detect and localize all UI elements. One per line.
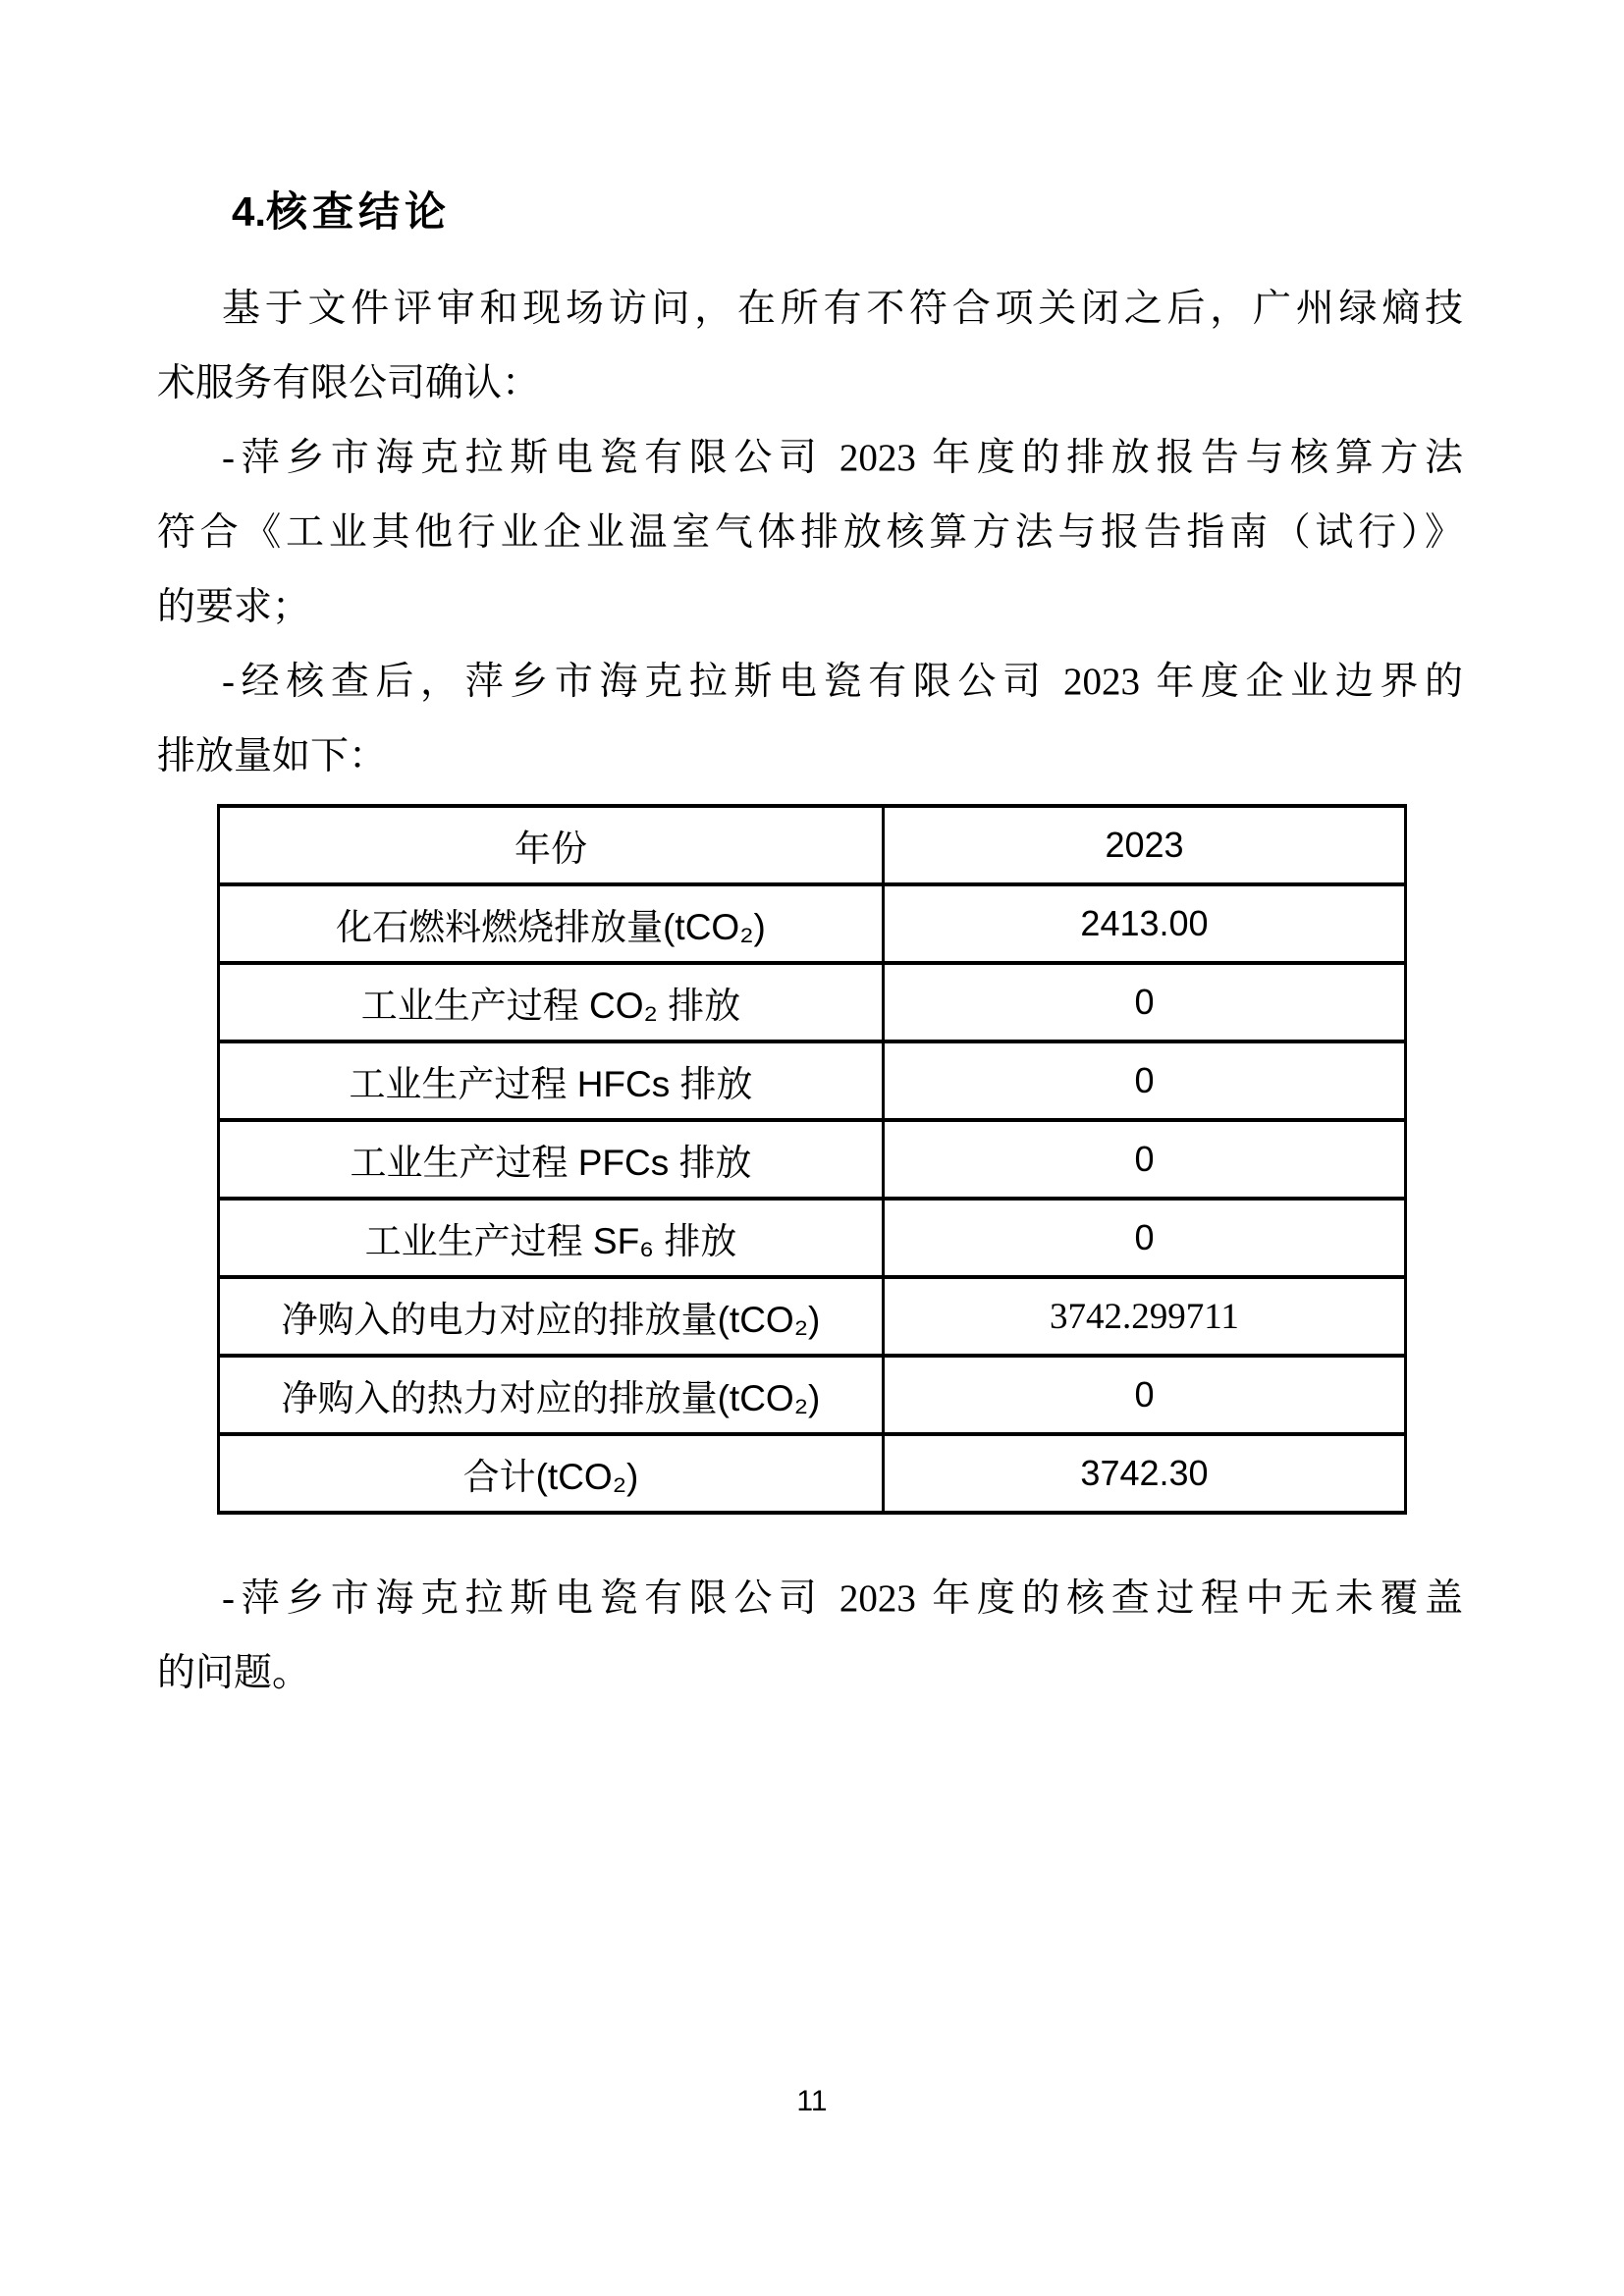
table-row bbox=[219, 1356, 1406, 1434]
row-value: 3742.299711 bbox=[884, 1277, 1406, 1356]
row-value: 0 bbox=[884, 1120, 1406, 1199]
row-label: 净购入的热力对应的排放量(tCO₂) bbox=[219, 1356, 884, 1434]
table-row bbox=[219, 1041, 1406, 1120]
row-label: 化石燃料燃烧排放量(tCO₂) bbox=[219, 884, 884, 963]
table-row bbox=[219, 884, 1406, 963]
paragraph-4 bbox=[157, 1562, 1463, 1711]
row-label: 工业生产过程 PFCs 排放 bbox=[219, 1120, 884, 1199]
page-number: 11 bbox=[796, 2085, 828, 2117]
row-value: 2023 bbox=[884, 806, 1406, 884]
paragraph-line: 的问题。 bbox=[157, 1652, 311, 1694]
paragraph-3 bbox=[157, 645, 1463, 794]
paragraph-line: 基于文件评审和现场访问，在所有不符合项关闭之后，广州绿熵技 bbox=[222, 288, 1463, 330]
row-value: 0 bbox=[884, 1199, 1406, 1277]
table-row bbox=[219, 963, 1406, 1041]
paragraph-line: 符合《工业其他行业企业温室气体排放核算方法与报告指南（试行）》 bbox=[157, 511, 1463, 554]
row-value: 0 bbox=[884, 963, 1406, 1041]
row-value: 2413.00 bbox=[884, 884, 1406, 963]
table-row bbox=[219, 806, 1406, 884]
section-title: 核查结论 bbox=[266, 190, 452, 236]
paragraph-line: 的要求； bbox=[157, 586, 311, 628]
table-row bbox=[219, 1434, 1406, 1513]
paragraph-1 bbox=[157, 272, 1463, 421]
paragraph-line: -萍乡市海克拉斯电瓷有限公司 2023 年度的核查过程中无未覆盖 bbox=[222, 1577, 1463, 1620]
row-label: 工业生产过程 CO₂ 排放 bbox=[219, 963, 884, 1041]
row-label: 净购入的电力对应的排放量(tCO₂) bbox=[219, 1277, 884, 1356]
row-label: 工业生产过程 HFCs 排放 bbox=[219, 1041, 884, 1120]
row-label: 合计(tCO₂) bbox=[219, 1434, 884, 1513]
paragraph-line: 排放量如下： bbox=[157, 735, 388, 777]
row-value: 0 bbox=[884, 1041, 1406, 1120]
paragraph-2 bbox=[157, 421, 1463, 645]
row-value: 3742.30 bbox=[884, 1434, 1406, 1513]
row-value: 0 bbox=[884, 1356, 1406, 1434]
row-label: 工业生产过程 SF₆ 排放 bbox=[219, 1199, 884, 1277]
emissions-table bbox=[217, 804, 1407, 1515]
paragraph-line: -萍乡市海克拉斯电瓷有限公司 2023 年度的排放报告与核算方法 bbox=[222, 437, 1463, 479]
row-label: 年份 bbox=[219, 806, 884, 884]
paragraph-line: 术服务有限公司确认： bbox=[157, 362, 541, 404]
section-heading bbox=[232, 187, 1463, 239]
table-row bbox=[219, 1199, 1406, 1277]
paragraph-line: -经核查后，萍乡市海克拉斯电瓷有限公司 2023 年度企业边界的 bbox=[222, 661, 1463, 703]
table-row bbox=[219, 1120, 1406, 1199]
table-row bbox=[219, 1277, 1406, 1356]
section-number: 4. bbox=[232, 188, 267, 235]
page-content bbox=[157, 187, 1463, 1711]
